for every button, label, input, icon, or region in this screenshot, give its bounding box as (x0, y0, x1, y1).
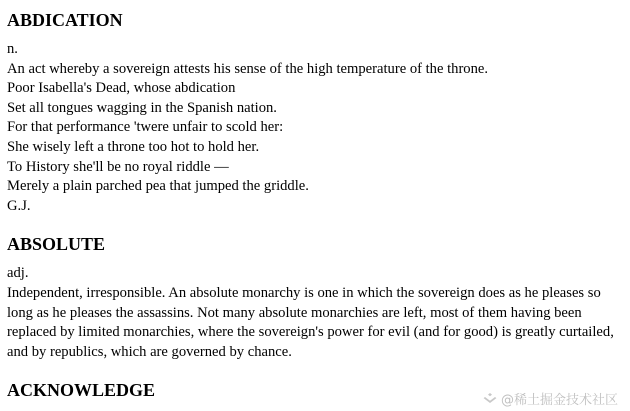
verse-line: She wisely left a throne too hot to hold her. (7, 138, 260, 155)
entry-term: ABSOLUTE (7, 234, 106, 255)
verse-line: Merely a plain parched pea that jumped the griddle. (7, 178, 309, 195)
watermark-text: @稀土掘金技术社区 (500, 393, 618, 408)
entry-absolute (7, 233, 624, 362)
attribution: G.J. (7, 197, 31, 214)
verse-line: Poor Isabella's Dead, whose abdication (7, 80, 236, 97)
dictionary-page (7, 0, 624, 401)
juejin-logo-icon (483, 393, 497, 405)
verse-line: For that performance 'twere unfair to scold her: (7, 119, 284, 136)
entry-term: ABDICATION (7, 10, 123, 30)
part-of-speech: n. (7, 41, 18, 57)
verse-line: Set all tongues wagging in the Spanish nation. (7, 99, 277, 116)
watermark (483, 389, 618, 408)
entry-body (7, 40, 624, 216)
part-of-speech: adj. (7, 265, 29, 282)
verse-line: To History she'll be no royal riddle — (7, 158, 229, 175)
entry-term: ACKNOWLEDGE (7, 380, 156, 401)
entry-abdication (7, 9, 624, 216)
definition: Independent, irresponsible. An absolute monarchy is one in which the sovereign does as he pleases so long as he pleases the assassins. Not many absolute monarchies are left, most of them having been replaced by limited monarchies, where the sovereign's power for evil (and for good) is greatly curtailed, and by republics, which are governed by chance. (7, 284, 614, 360)
definition: An act whereby a sovereign attests his sense of the high temperature of the throne. (7, 60, 489, 77)
entry-body (7, 264, 624, 362)
